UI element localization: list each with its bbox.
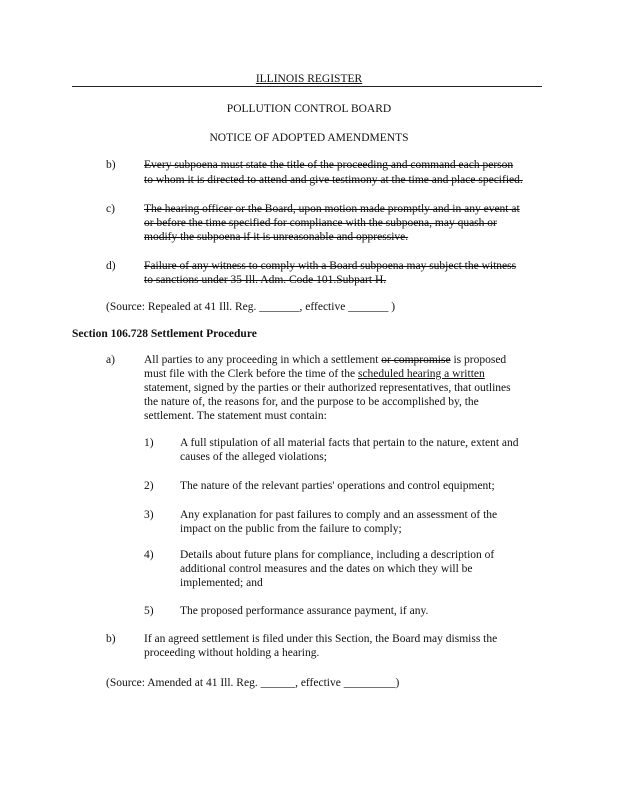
para-b-line-1: If an agreed settlement is filed under this Section, the Board may dismiss the: [144, 633, 498, 645]
item-4-num: 4): [144, 549, 154, 561]
source-repealed: (Source: Repealed at 41 Ill. Reg. _______, effective _______ ): [106, 301, 396, 313]
source-amended: (Source: Amended at 41 Ill. Reg. ______, effective _________): [106, 677, 400, 689]
item-5-line-1: The proposed performance assurance payment, if any.: [180, 605, 429, 617]
header-rule: [72, 86, 542, 87]
item-d-line-1: Failure of any witness to comply with a Board subpoena may subject the witness: [144, 260, 517, 272]
item-5-num: 5): [144, 605, 154, 617]
item-4-line-2: additional control measures and the dates on which they will be: [180, 563, 473, 575]
notice-title: NOTICE OF ADOPTED AMENDMENTS: [209, 132, 409, 144]
item-1-line-1: A full stipulation of all material facts that pertain to the nature, extent and: [180, 437, 519, 449]
item-4-line-3: implemented; and: [180, 577, 263, 589]
register-title: ILLINOIS REGISTER: [255, 73, 363, 85]
para-b-letter: b): [106, 633, 116, 645]
section-heading: Section 106.728 Settlement Procedure: [72, 328, 257, 340]
para-a-line-2: must file with the Clerk before the time of the scheduled hearing a written: [144, 368, 485, 380]
struck-text: or compromise: [381, 354, 451, 366]
item-d-letter: d): [106, 260, 116, 272]
item-b-line-1: Every subpoena must state the title of the proceeding and command each person: [144, 159, 514, 171]
item-d-line-2: to sanctions under 35 Ill. Adm. Code 101.Subpart H.: [144, 274, 387, 286]
item-3-line-1: Any explanation for past failures to comply and an assessment of the: [180, 509, 498, 521]
para-a-line-5: settlement. The statement must contain:: [144, 410, 327, 422]
item-c-line-1: The hearing officer or the Board, upon motion made promptly and in any event at: [144, 203, 520, 215]
item-b-letter: b): [106, 159, 116, 171]
para-a-line-1: All parties to any proceeding in which a settlement or compromise is proposed: [144, 354, 507, 366]
item-c-letter: c): [106, 203, 115, 215]
underlined-text: scheduled hearing a written: [357, 368, 485, 380]
para-a-line-3: statement, signed by the parties or their authorized representatives, that outlines: [144, 382, 511, 394]
item-b-line-2: to whom it is directed to attend and give testimony at the time and place specified.: [144, 174, 523, 186]
item-3-num: 3): [144, 509, 154, 521]
para-a-line-4: the nature of, the reasons for, and the purpose to be accomplished by, the: [144, 396, 479, 408]
item-3-line-2: impact on the public from the failure to comply;: [180, 523, 402, 535]
para-b-line-2: proceeding without holding a hearing.: [144, 647, 320, 659]
item-1-line-2: causes of the alleged violations;: [180, 451, 327, 463]
para-a-letter: a): [106, 354, 115, 366]
item-c-line-2: or before the time specified for compliance with the subpoena, may quash or: [144, 217, 497, 229]
item-2-num: 2): [144, 480, 154, 492]
item-4-line-1: Details about future plans for compliance, including a description of: [180, 549, 495, 561]
item-2-line-1: The nature of the relevant parties' operations and control equipment;: [180, 480, 495, 492]
item-c-line-3: modify the subpoena if it is unreasonable and oppressive.: [144, 231, 409, 243]
item-1-num: 1): [144, 437, 154, 449]
agency-title: POLLUTION CONTROL BOARD: [226, 103, 392, 115]
